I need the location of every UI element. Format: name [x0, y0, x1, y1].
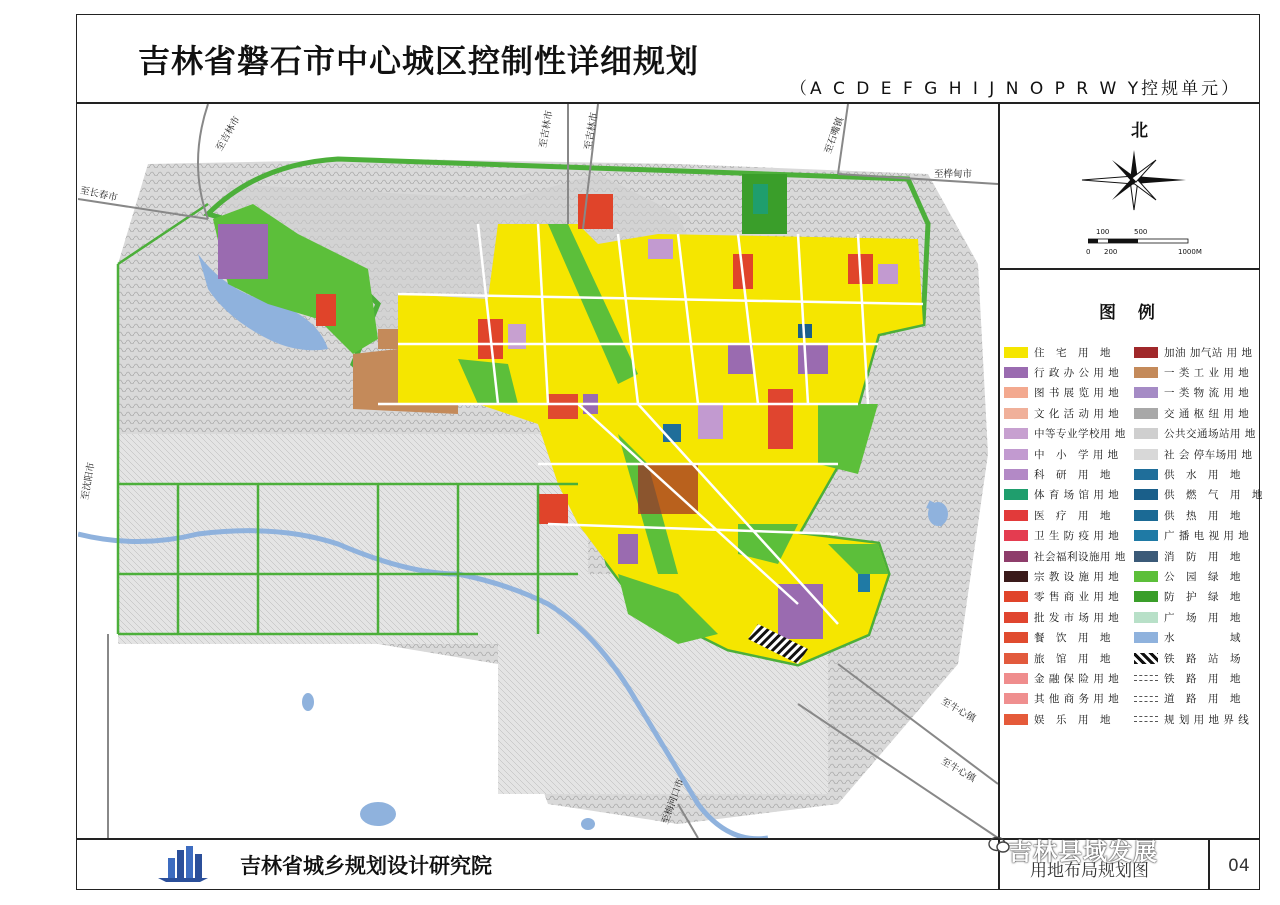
legend-label: 供 热 用 地 — [1164, 509, 1241, 522]
legend-label: 社会福利设施用 地 — [1034, 550, 1126, 563]
legend-label: 图 书 展 览 用 地 — [1034, 387, 1120, 400]
legend-label: 供 水 用 地 — [1164, 469, 1241, 482]
watermark: 吉林县域发展 — [1008, 838, 1158, 866]
legend-item — [1134, 668, 1262, 688]
legend-item — [1134, 587, 1262, 607]
legend-swatch — [1004, 571, 1028, 582]
legend-swatch — [1134, 675, 1158, 681]
admin-block — [618, 534, 638, 564]
legend-swatch — [1004, 428, 1028, 439]
direction-label: 至吉林市 — [214, 114, 243, 153]
legend-item — [1134, 709, 1262, 729]
legend-label: 加油 加气站 用 地 — [1164, 346, 1253, 359]
legend-item — [1134, 383, 1262, 403]
legend-swatch — [1004, 449, 1028, 460]
legend-item — [1004, 607, 1132, 627]
legend-label: 防 护 绿 地 — [1164, 591, 1241, 604]
legend-label: 批 发 市 场 用 地 — [1034, 611, 1120, 624]
legend-swatch — [1004, 408, 1028, 419]
legend-swatch — [1134, 632, 1158, 643]
sheet-number: 04 — [1228, 856, 1250, 876]
legend-swatch — [1134, 612, 1158, 623]
legend-swatch — [1004, 510, 1028, 521]
commercial-block — [548, 394, 578, 419]
legend-item — [1134, 485, 1262, 505]
legend-item — [1004, 709, 1132, 729]
legend-label: 消 防 用 地 — [1164, 550, 1241, 563]
legend-item — [1004, 689, 1132, 709]
legend-item — [1004, 505, 1132, 525]
legend-title: 图 例 — [1099, 303, 1163, 323]
legend-label: 文 化 活 动 用 地 — [1034, 407, 1120, 420]
chat-bubble-icon — [988, 836, 1010, 854]
pond — [360, 802, 396, 826]
scale-label: 200 — [1104, 248, 1118, 256]
legend-swatch — [1004, 530, 1028, 541]
legend-item — [1134, 526, 1262, 546]
legend-swatch — [1004, 653, 1028, 664]
compass-rose-icon — [1080, 140, 1188, 220]
legend-swatch — [1004, 469, 1028, 480]
legend-swatch — [1004, 673, 1028, 684]
legend-swatch — [1134, 591, 1158, 602]
legend-item — [1134, 362, 1262, 382]
legend-label: 一 类 工 业 用 地 — [1164, 367, 1250, 380]
legend-swatch — [1134, 387, 1158, 398]
commercial-block-east — [768, 389, 793, 449]
legend-label: 广 播 电 视 用 地 — [1164, 530, 1250, 543]
legend-label: 体 育 场 馆 用 地 — [1034, 489, 1120, 502]
legend-swatch — [1004, 347, 1028, 358]
admin-block — [728, 344, 753, 374]
legend-item — [1134, 424, 1262, 444]
legend-label: 零 售 商 业 用 地 — [1034, 591, 1120, 604]
legend-item — [1004, 383, 1132, 403]
legend-label: 住 宅 用 地 — [1034, 346, 1111, 359]
legend-swatch — [1134, 571, 1158, 582]
legend-swatch — [1004, 591, 1028, 602]
legend-label: 一 类 物 流 用 地 — [1164, 387, 1250, 400]
legend-label: 公共交通场站用 地 — [1164, 428, 1256, 441]
legend-swatch — [1134, 449, 1158, 460]
legend-column-left — [1004, 342, 1132, 729]
legend-label: 卫 生 防 疫 用 地 — [1034, 530, 1120, 543]
school-block-northeast — [878, 264, 898, 284]
utility-block — [858, 574, 870, 592]
legend-item — [1004, 546, 1132, 566]
scale-label: 100 — [1096, 228, 1110, 236]
school-block — [648, 239, 673, 259]
legend-item — [1004, 485, 1132, 505]
legend-item — [1134, 627, 1262, 647]
legend-label: 规 划 用 地 界 线 — [1164, 713, 1250, 726]
legend-item — [1004, 627, 1132, 647]
legend-swatch — [1004, 367, 1028, 378]
map-subtitle: （A C D E F G H I J N O P R W Y控规单元） — [790, 79, 1242, 99]
legend-label: 中等专业学校用 地 — [1034, 428, 1126, 441]
school-block — [698, 404, 723, 439]
direction-label: 至石嘴镇 — [822, 115, 847, 156]
scale-bar — [1088, 236, 1192, 246]
north-label: 北 — [1131, 121, 1148, 141]
legend-item — [1004, 668, 1132, 688]
legend-swatch — [1134, 530, 1158, 541]
legend-swatch — [1134, 551, 1158, 562]
compass-legend-divider — [998, 268, 1260, 270]
direction-label: 至牛心镇 — [939, 696, 978, 725]
legend-swatch — [1134, 347, 1158, 358]
drawing-name: 用地布局规划图 — [1030, 861, 1149, 881]
scale-label: 500 — [1134, 228, 1148, 236]
direction-label: 至沈阳市 — [79, 461, 98, 501]
legend-label: 道 路 用 地 — [1164, 693, 1241, 706]
scale-label: 0 — [1086, 248, 1091, 256]
legend-item — [1134, 444, 1262, 464]
legend-swatch — [1134, 428, 1158, 439]
commercial-block-west — [316, 294, 336, 326]
legend-label: 宗 教 设 施 用 地 — [1034, 570, 1120, 583]
legend-swatch — [1004, 387, 1028, 398]
legend-label: 医 疗 用 地 — [1034, 509, 1111, 522]
admin-block-east — [798, 344, 828, 374]
legend-swatch — [1004, 612, 1028, 623]
direction-label: 至梅河口市 — [659, 777, 687, 826]
legend-label: 餐 饮 用 地 — [1034, 632, 1111, 645]
legend-item — [1134, 505, 1262, 525]
legend-swatch — [1134, 696, 1158, 702]
legend-label: 水 域 — [1164, 632, 1241, 645]
legend-item — [1004, 587, 1132, 607]
legend-swatch — [1134, 489, 1158, 500]
legend-label: 旅 馆 用 地 — [1034, 652, 1111, 665]
sheet-number-divider — [1208, 838, 1210, 890]
legend-swatch — [1134, 510, 1158, 521]
sports-venue-north — [753, 184, 768, 214]
legend-label: 金 融 保 险 用 地 — [1034, 672, 1120, 685]
legend-column-right — [1134, 342, 1262, 729]
legend-swatch — [1004, 693, 1028, 704]
pond — [302, 693, 314, 711]
legend-item — [1004, 342, 1132, 362]
legend-label: 其 他 商 务 用 地 — [1034, 693, 1120, 706]
legend-item — [1134, 546, 1262, 566]
legend-swatch — [1004, 551, 1028, 562]
legend-label: 公 园 绿 地 — [1164, 570, 1241, 583]
legend-swatch — [1134, 408, 1158, 419]
legend-item — [1134, 566, 1262, 586]
legend-item — [1004, 526, 1132, 546]
commercial-block — [538, 494, 568, 524]
legend-item — [1004, 464, 1132, 484]
land-use-map-drawing — [78, 104, 998, 838]
legend-item — [1004, 424, 1132, 444]
legend-label: 铁 路 用 地 — [1164, 672, 1241, 685]
legend-swatch — [1004, 489, 1028, 500]
legend-label: 科 研 用 地 — [1034, 469, 1111, 482]
direction-label: 至长春市 — [78, 185, 119, 204]
legend-item — [1004, 566, 1132, 586]
legend-item — [1004, 403, 1132, 423]
legend-swatch — [1004, 714, 1028, 725]
legend — [1004, 342, 1263, 726]
legend-swatch — [1134, 716, 1158, 722]
legend-label: 广 场 用 地 — [1164, 611, 1241, 624]
legend-item — [1134, 689, 1262, 709]
institute-name: 吉林省城乡规划设计研究院 — [240, 854, 492, 878]
land-use-map[interactable] — [78, 104, 998, 838]
legend-item — [1134, 403, 1262, 423]
legend-label: 供 燃 气 用 地 — [1164, 489, 1263, 502]
legend-label: 社 会 停车场用 地 — [1164, 448, 1253, 461]
legend-label: 交 通 枢 纽 用 地 — [1164, 407, 1250, 420]
direction-label: 至吉林市 — [582, 111, 601, 151]
scale-label: 1000M — [1178, 248, 1202, 256]
direction-label: 至牛心镇 — [939, 756, 978, 785]
legend-item — [1134, 464, 1262, 484]
legend-label: 娱 乐 用 地 — [1034, 713, 1111, 726]
legend-swatch — [1134, 653, 1158, 664]
legend-item — [1134, 648, 1262, 668]
legend-item — [1004, 648, 1132, 668]
legend-item — [1004, 444, 1132, 464]
admin-block-west — [218, 224, 268, 279]
legend-item — [1134, 342, 1262, 362]
legend-swatch — [1004, 632, 1028, 643]
legend-swatch — [1134, 469, 1158, 480]
legend-label: 中 小 学 用 地 — [1034, 448, 1119, 461]
pond — [581, 818, 595, 830]
direction-label: 至桦甸市 — [934, 169, 973, 180]
map-title: 吉林省磐石市中心城区控制性详细规划 — [138, 42, 700, 80]
direction-label: 至吉林市 — [537, 109, 556, 149]
pond — [928, 502, 948, 526]
institute-logo-icon — [156, 846, 210, 882]
legend-label: 行 政 办 公 用 地 — [1034, 367, 1120, 380]
legend-swatch — [1134, 367, 1158, 378]
side-panel-divider — [998, 102, 1000, 890]
legend-label: 铁 路 站 场 — [1164, 652, 1241, 665]
legend-item — [1134, 607, 1262, 627]
legend-item — [1004, 362, 1132, 382]
